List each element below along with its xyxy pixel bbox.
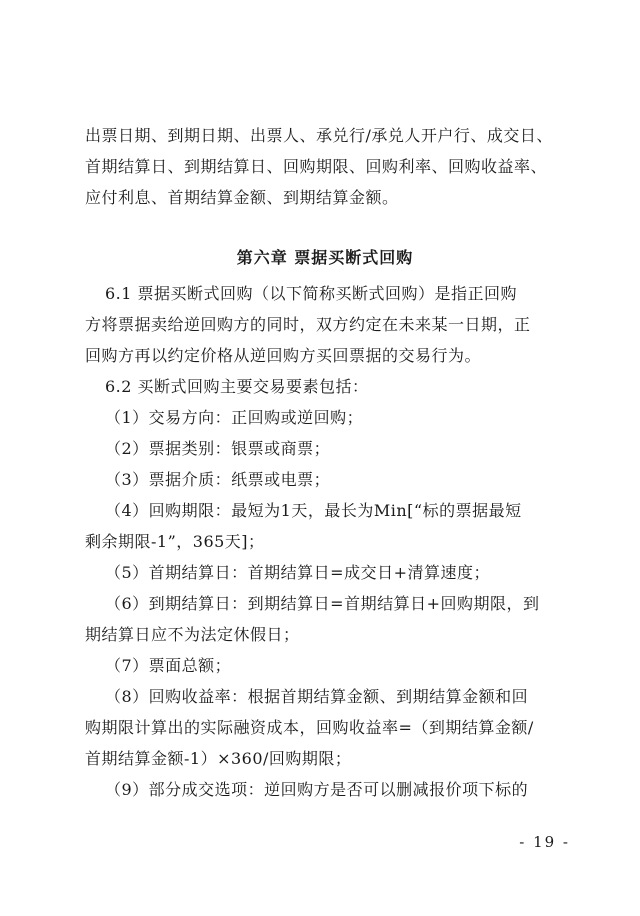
text-line: 6.1 票据买断式回购（以下简称买断式回购）是指正回购 — [105, 284, 518, 303]
page-body — [85, 120, 565, 805]
chapter-heading: 第六章 票据买断式回购 — [236, 248, 414, 267]
text-line: 应付利息、首期结算金额、到期结算金额。 — [85, 188, 399, 207]
text-line: （3）票据介质：纸票或电票； — [105, 470, 331, 489]
text-line: （9）部分成交选项：逆回购方是否可以删减报价项下标的 — [105, 780, 529, 799]
text-line: 剩余期限-1”，365天]； — [85, 532, 265, 551]
chapter-body — [85, 278, 565, 805]
page-number: - 19 - — [519, 833, 570, 851]
text-line: 回购方再以约定价格从逆回购方买回票据的交易行为。 — [85, 346, 482, 365]
paragraph-continued — [85, 120, 565, 213]
text-line: （1）交易方向：正回购或逆回购； — [105, 408, 364, 427]
text-line: 方将票据卖给逆回购方的同时，双方约定在未来某一日期，正 — [85, 315, 531, 334]
text-line: 首期结算日、到期结算日、回购期限、回购利率、回购收益率、 — [85, 157, 548, 176]
text-line: 首期结算金额-1）×360/回购期限； — [85, 749, 352, 768]
text-line: （8）回购收益率：根据首期结算金额、到期结算金额和回 — [105, 687, 529, 706]
text-line: 出票日期、到期日期、出票人、承兑行/承兑人开户行、成交日、 — [85, 126, 553, 145]
text-line: （6）到期结算日：到期结算日=首期结算日+回购期限，到 — [105, 594, 540, 613]
text-line: （5）首期结算日：首期结算日=成交日+清算速度； — [105, 563, 490, 582]
text-line: 购期限计算出的实际融资成本，回购收益率=（到期结算金额/ — [85, 718, 534, 737]
text-line: （7）票面总额； — [105, 656, 232, 675]
text-line: （4）回购期限：最短为1天，最长为Min[“标的票据最短 — [105, 501, 522, 520]
text-line: 期结算日应不为法定休假日； — [85, 625, 300, 644]
text-line: （2）票据类别：银票或商票； — [105, 439, 331, 458]
text-line: 6.2 买断式回购主要交易要素包括： — [105, 377, 369, 396]
